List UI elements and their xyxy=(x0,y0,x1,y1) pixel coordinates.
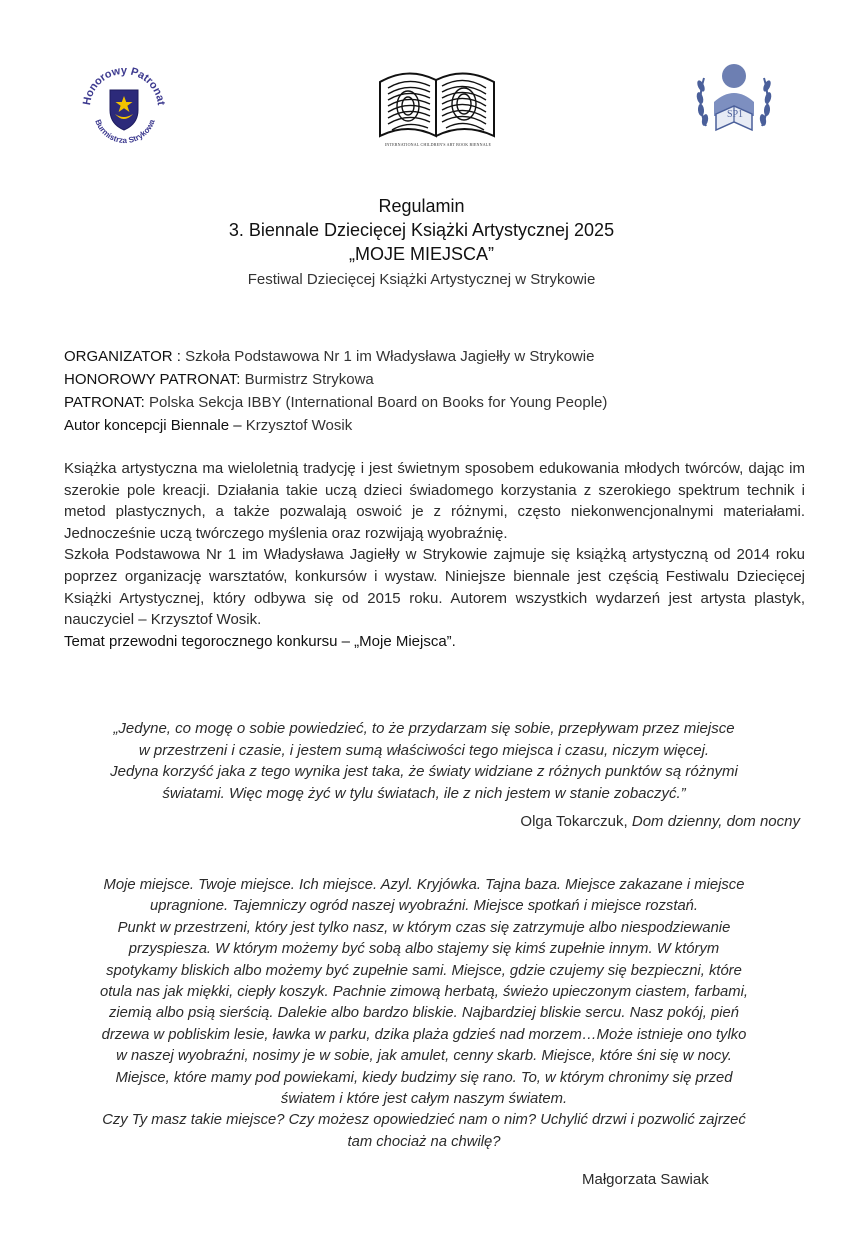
meta-key: PATRONAT: xyxy=(64,394,145,411)
title-line-1: Regulamin xyxy=(378,196,465,216)
meta-value: Burmistrz Strykowa xyxy=(240,371,374,388)
quote-line: otula nas jak miękki, ciepły koszyk. Pachnie zimową herbatą, świeżo upieczonym ciastem, farbami, xyxy=(99,984,749,1001)
document-title xyxy=(0,194,843,294)
meta-key: ORGANIZATOR : xyxy=(64,348,181,365)
logo-caption: INTERNATIONAL CHILDREN'S ART BOOK BIENNALE xyxy=(384,142,492,147)
quote-line: upragnione. Tajemniczy ogród naszej wyobraźni. Miejsce spotkań i miejsce rozstań. xyxy=(149,898,699,915)
quote-line: „Jedyne, co mogę o sobie powiedzieć, to że przydarzam się sobie, przepływam przez miejsce xyxy=(113,720,735,737)
meta-value: Krzysztof Wosik xyxy=(241,417,353,434)
quote-line: drzewa w pobliskim lesie, ławka w parku, dzika plaża gdzieś nad morzem…Może istnieje ono tylko xyxy=(101,1026,747,1043)
fingerprint-book-icon xyxy=(372,62,502,154)
svg-text:Burmistrza Strykowa: Burmistrza Strykowa xyxy=(93,118,157,146)
title-subtitle: Festiwal Dziecięcej Książki Artystycznej w Strykowie xyxy=(247,271,596,288)
quote-attribution: Małgorzata Sawiak xyxy=(582,1171,709,1188)
intro-body xyxy=(64,458,805,652)
quote-line: w przestrzeni i czasie, i jestem sumą właściwości tego miejsca i czasu, niczym więcej. xyxy=(138,741,710,759)
meta-value: Polska Sekcja IBBY (International Board on Books for Young People) xyxy=(144,394,608,411)
title-line-2: 3. Biennale Dziecięcej Książki Artystycznej 2025 xyxy=(228,220,615,240)
quote-tokarczuk xyxy=(74,718,774,804)
meta-key: HONOROWY PATRONAT: xyxy=(64,371,241,388)
quote-line: Miejsce, które mamy pod powiekami, kiedy budzimy się rano. To, w którym chronimy się przed xyxy=(115,1069,733,1086)
quote-line: Jedyna korzyść jaka z tego wynika jest taka, że światy widziane z różnych punktów są różnymi xyxy=(110,763,738,780)
body-paragraph-2: Szkoła Podstawowa Nr 1 im Władysława Jagiełły w Strykowie zajmuje się książką artystyczną od 2014 roku poprzez organizację warsztatów, konkursów i wystaw. Niniejsze biennale jest częścią Festiwalu Dziecięcej Książki Artystycznej, który odbywa się od 2015 roku. Autorem wszystkich wydarzeń jest artysta plastyk, nauczyciel – Krzysztof Wosik. xyxy=(64,546,805,629)
quote-line: spotykamy bliskich albo możemy być zupełnie sami. Miejsce, gdzie czujemy się bezpieczni, które xyxy=(106,962,742,979)
quote-author: Olga Tokarczuk, xyxy=(520,813,632,830)
quote-line: w naszej wyobraźni, nosimy je w sobie, jak amulet, cenny skarb. Miejsce, które śni się w nocy. xyxy=(116,1048,732,1065)
meta-value: Szkoła Podstawowa Nr 1 im Władysława Jagiełły w Strykowie xyxy=(180,348,595,365)
school-emblem-icon xyxy=(692,56,776,142)
title-line-3: „MOJE MIEJSCA” xyxy=(348,244,494,264)
meta-row-patron xyxy=(64,391,804,414)
organizer-info xyxy=(64,345,804,437)
theme-line: Temat przewodni tegorocznego konkursu – „Moje Miejsca”. xyxy=(64,632,456,650)
meta-row-organizer xyxy=(64,345,804,368)
meta-row-honorary-patron xyxy=(64,368,804,391)
quote-sawiak xyxy=(64,875,784,1153)
quote-line: światem i które jest całym naszym światem. xyxy=(280,1091,568,1108)
quote-line: przyspiesza. W którym możemy być sobą albo stajemy się kimś zupełnie innym. W którym xyxy=(128,941,720,958)
meta-row-author xyxy=(64,414,804,437)
school-badge-text: SP1 xyxy=(726,109,744,120)
body-paragraph-1: Książka artystyczna ma wieloletnią tradycję i jest świetnym sposobem edukowania młodych twórców, dając im szerokie pole kreacji. Działania takie uczą dzieci świadomego korzystania z szerokiego spektrum technik i metod plastycznych, a także pozwalają oswoić je z różnymi, często niekonwencjonalnymi materiałami. Jednocześnie uczą twórczego myślenia oraz rozwijają wyobraźnię. xyxy=(64,460,805,542)
quote-work-title: Dom dzienny, dom nocny xyxy=(631,813,800,830)
honorary-patron-seal-icon xyxy=(76,58,172,154)
svg-text:Honorowy Patronat: Honorowy Patronat xyxy=(81,65,167,107)
meta-key: Autor koncepcji Biennale – xyxy=(64,417,242,434)
quote-line: ziemią albo psią sierścią. Dalekie albo bardzo bliskie. Najbardziej bliskie sercu. Nasz pokój, pień xyxy=(109,1005,739,1022)
quote-line: Czy Ty masz takie miejsce? Czy możesz opowiedzieć nam o nim? Uchylić drzwi i pozwolić zajrzeć xyxy=(102,1112,746,1129)
quote-line: Punkt w przestrzeni, który jest tylko nasz, w którym czas się zatrzymuje albo niespodziewanie xyxy=(117,919,731,936)
quote-line: Moje miejsce. Twoje miejsce. Ich miejsce. Azyl. Kryjówka. Tajna baza. Miejsce zakazane i miejsce xyxy=(103,877,745,893)
quote-line: tam chociaż na chwilę? xyxy=(347,1133,501,1150)
quote-attribution xyxy=(520,813,800,830)
quote-line: światami. Więc mogę żyć w tylu światach, ile z nich jestem w stanie zobaczyć.” xyxy=(162,784,686,802)
